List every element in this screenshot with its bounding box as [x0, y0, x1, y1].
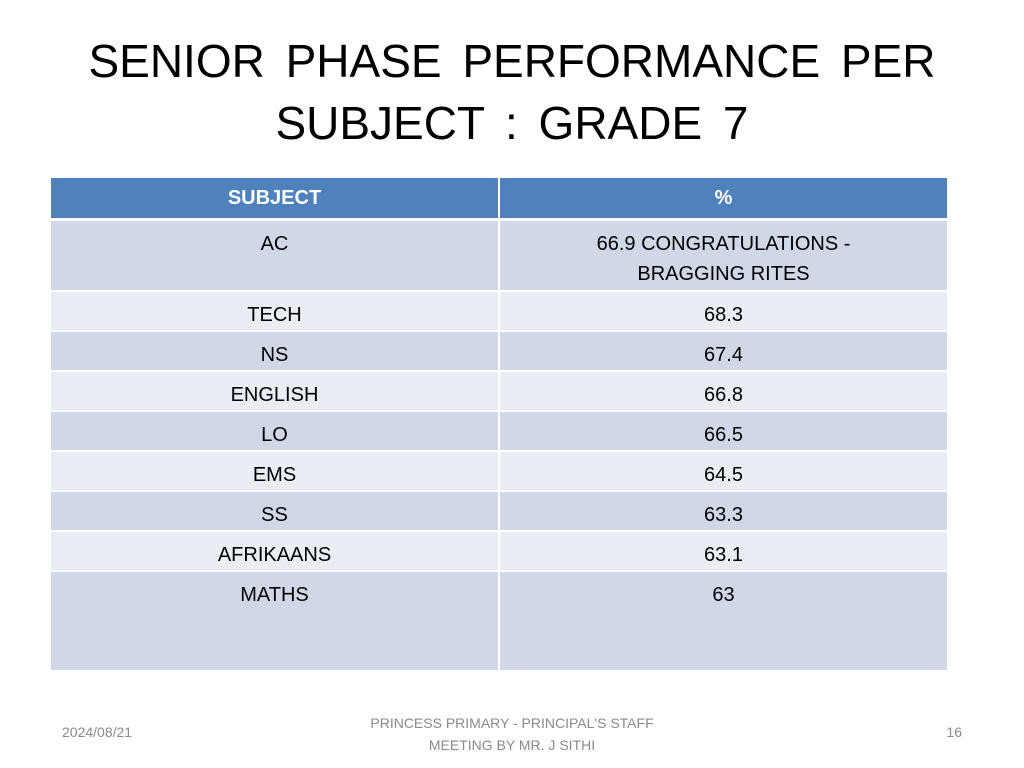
- percent-cell: 63.1: [499, 531, 947, 571]
- footer-caption-line-2: MEETING BY MR. J SITHI: [428, 737, 596, 753]
- table-row: [51, 491, 947, 531]
- footer-page-number: 16: [946, 724, 962, 740]
- table-row: [51, 220, 947, 291]
- table-row: [51, 371, 947, 411]
- table-row: [51, 291, 947, 331]
- table-row: [51, 531, 947, 571]
- percent-cell: 63.3: [499, 491, 947, 531]
- footer-caption-line-1: PRINCESS PRIMARY - PRINCIPAL'S STAFF: [370, 715, 654, 731]
- slide-title-line-1: SENIOR PHASE PERFORMANCE PER: [88, 35, 936, 87]
- footer-date: 2024/08/21: [62, 724, 133, 740]
- percent-cell: 66.8: [499, 371, 947, 411]
- subject-cell: NS: [51, 331, 499, 371]
- percent-cell: 64.5: [499, 451, 947, 491]
- table-row: [51, 571, 947, 671]
- footer-caption: [362, 712, 662, 756]
- percent-cell-line-1: 66.9 CONGRATULATIONS -: [596, 233, 851, 255]
- slide-title-line-2: SUBJECT : GRADE 7: [275, 97, 749, 149]
- subject-cell: AFRIKAANS: [51, 531, 499, 571]
- header-subject: SUBJECT: [51, 178, 499, 220]
- percent-cell: 66.5: [499, 411, 947, 451]
- subject-cell: SS: [51, 491, 499, 531]
- performance-table: [51, 178, 947, 672]
- subject-cell: LO: [51, 411, 499, 451]
- percent-cell: 67.4: [499, 331, 947, 371]
- subject-cell: ENGLISH: [51, 371, 499, 411]
- table-row: [51, 451, 947, 491]
- subject-cell: AC: [51, 220, 499, 291]
- percent-cell: [499, 220, 947, 291]
- subject-cell: TECH: [51, 291, 499, 331]
- percent-cell: 63: [499, 571, 947, 671]
- slide-title: [60, 30, 964, 154]
- percent-cell-line-2: BRAGGING RITES: [637, 263, 810, 285]
- table-row: [51, 411, 947, 451]
- subject-cell: EMS: [51, 451, 499, 491]
- header-percent: %: [499, 178, 947, 220]
- table-header-row: [51, 178, 947, 220]
- percent-cell: 68.3: [499, 291, 947, 331]
- table-row: [51, 331, 947, 371]
- subject-cell: MATHS: [51, 571, 499, 671]
